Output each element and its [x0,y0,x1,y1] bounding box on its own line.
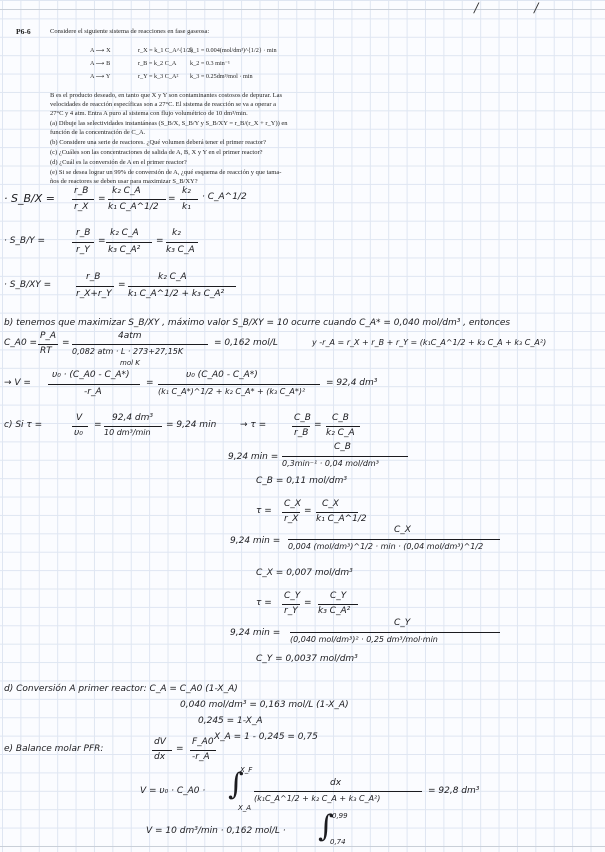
frac-den: RT [40,346,52,356]
sel-bx-lhs: · S_B/X = [4,192,55,205]
pfr-volume-result: = 92,8 dm³ [428,786,480,796]
equals: = [62,338,70,348]
frac-num: C_Y [284,591,301,601]
frac-num: υ₀ · (C_A0 - C_A*) [52,370,130,380]
equals: = [304,506,312,516]
frac-num: k₂ C_A [112,186,141,196]
reaction-k: k_3 = 0.25dm³/mol · min [190,73,253,80]
part-d-line: 0,040 mol/dm³ = 0,163 mol/L (1-X_A) [180,700,349,710]
eq-lhs: 9,24 min = [230,536,281,546]
frac-den: 0,3min⁻¹ · 0,04 mol/dm³ [282,459,379,468]
integral-lower-limit: X_A [238,804,252,812]
pfr-volume-calc: V = 10 dm³/min · 0,162 mol/L · [146,826,286,836]
tau-lhs: c) Si τ = [4,420,43,430]
frac-den: (k₁ C_A*)^1/2 + k₂ C_A* + (k₃ C_A*)² [158,387,306,396]
frac-num: υ₀ (C_A0 - C_A*) [186,370,258,380]
equals: = [314,420,322,430]
frac-num: C_B [294,413,311,423]
frac-den: k₁ C_A^1/2 [316,514,367,524]
problem-id: P6-6 [16,27,31,36]
volume-result: = 92,4 dm³ [326,378,378,388]
equals: = [304,598,312,608]
cb-result: C_B = 0,11 mol/dm³ [256,476,348,486]
part-b-line: b) tenemos que maximizar S_B/XY , máximo valor S_B/XY = 10 ocurre cuando C_A* = 0,040 mol/dm³ , entonces [4,318,511,328]
equals: = [98,236,106,246]
frac-num: k₂ [182,186,191,196]
reaction-eq: A ⟶ Y [90,73,111,80]
reaction-eq: A ⟶ X [90,47,111,54]
frac-den: k₁ [182,202,191,212]
question-item: (e) Si se desea lograr un 99% de conversión de A, ¿qué esquema de reacción y que tama- [50,169,282,176]
frac-den-unit: mol K [120,359,140,367]
frac-den: 0,082 atm · L · 273+27,15K [72,347,184,356]
frac-num: k₂ [172,228,181,238]
frac-den: r_Y [284,606,298,616]
frac-den: dx [154,752,166,762]
frac-num: k₂ C_A [110,228,139,238]
frac-num: k₂ C_A [158,272,187,282]
frac-num: 92,4 dm³ [112,413,153,423]
frac-den: 10 dm³/min [104,428,151,437]
frac-num: r_B [76,228,91,238]
frac-num: dV [154,737,166,747]
cx-result: C_X = 0,007 mol/dm³ [256,568,353,578]
equals: = [94,420,102,430]
integral-upper-limit: X_F [240,766,253,774]
question-item: ños de reactores se deben usar para maximizar S_B/XY? [50,178,198,185]
frac-den: k₃ C_A² [318,606,351,616]
sel-by-lhs: · S_B/Y = [4,236,46,246]
frac-den: k₃ C_A² [108,245,141,255]
integral-sign: ∫ [228,767,244,802]
question-item: (c) ¿Cuáles son las concentraciones de salida de A, B, X y Y en el primer reactor? [50,149,263,156]
volume-lhs: → V = [4,378,31,388]
frac-num: dx [330,778,342,788]
frac-num: C_Y [330,591,347,601]
equals: = [168,194,176,204]
frac-den: r_X [284,514,299,524]
frac-num: C_Y [394,618,411,628]
problem-intro: Considere el siguiente sistema de reacciones en fase gaseosa: [50,28,210,35]
frac-den: k₂ C_A [326,428,355,438]
eq-lhs: 9,24 min = [228,452,279,462]
top-mark: / [532,1,540,16]
top-rule [0,9,605,10]
reaction-rate: r_Y = k_3 C_A² [138,73,179,80]
frac-den: r_X+r_Y [76,289,112,299]
equals: = [156,236,164,246]
part-d-line: X_A = 1 - 0,245 = 0,75 [214,732,318,742]
frac-den: r_B [294,428,309,438]
frac-num: C_B [334,442,351,452]
term: · C_A^1/2 [202,192,247,202]
equals: = [98,194,106,204]
equals: = [146,378,154,388]
frac-den: (k₁C_A^1/2 + k₂ C_A + k₃ C_A²) [254,794,381,803]
paragraph-line: B es el producto deseado, en tanto que X y Y son contaminantes costosos de depurar. Las [50,92,283,99]
integral-lower-limit: 0,74 [330,838,346,846]
rate-expression: y -r_A = r_X + r_B + r_Y = (k₁C_A^1/2 + k₂ C_A + k₃ C_A²) [312,338,547,347]
frac-num: F_A0 [192,737,214,747]
frac-num: V [76,413,83,423]
frac-den: υ₀ [74,428,83,438]
frac-den: 0,004 (mol/dm³)^1/2 · min · (0,04 mol/dm³)^1/2 [288,542,484,551]
frac-den: k₃ C_A [166,245,195,255]
equals: = [118,280,126,290]
part-d-line: 0,245 = 1-X_A [198,716,263,726]
part-d-line: d) Conversión A primer reactor: C_A = C_A0 (1-X_A) [4,684,238,694]
frac-num: C_X [322,499,339,509]
frac-den: (0,040 mol/dm³)² · 0,25 dm³/mol·min [290,635,438,644]
tau-arrow: → τ = [240,420,267,430]
frac-num: r_B [86,272,101,282]
frac-den: k₁ C_A^1/2 [108,202,159,212]
frac-den: -r_A [84,387,102,397]
frac-den: r_X [74,202,89,212]
bottom-rule [0,846,605,847]
question-item: función de la concentración de C_A. [50,129,146,136]
reaction-k: k_2 = 0.3 min⁻¹ [190,60,230,67]
pfr-volume-lhs: V = υ₀ · C_A0 · [140,786,206,796]
question-item: (d) ¿Cuál es la conversión de A en el primer reactor? [50,159,187,166]
tau-lhs: τ = [256,506,272,516]
frac-num: P_A [40,331,57,341]
frac-den: r_Y [76,245,90,255]
question-item: (b) Considere una serie de reactores. ¿Qué volumen deberá tener el primer reactor? [50,139,267,146]
tau-lhs: τ = [256,598,272,608]
reaction-rate: r_X = k_1 C_A^{1/2} [138,47,194,54]
frac-num: C_B [332,413,349,423]
top-mark: / [472,1,480,16]
reaction-rate: r_B = k_2 C_A [138,60,177,67]
integral-sign: ∫ [318,809,334,844]
sel-bxy-lhs: · S_B/XY = [4,280,52,290]
tau-value: = 9,24 min [166,420,217,430]
ca0-lhs: C_A0 = [4,338,38,348]
frac-num: 4atm [118,331,142,341]
cy-result: C_Y = 0,0037 mol/dm³ [256,654,358,664]
frac-den: k₁ C_A^1/2 + k₃ C_A² [128,289,225,299]
paragraph-line: velocidades de reacción específicas son a 27°C. El sistema de reacción se va a operar a [50,101,277,108]
equals: = [176,744,184,754]
integral-upper-limit: 0,99 [332,812,348,820]
frac-num: C_X [284,499,301,509]
question-item: (a) Dibuje las selectividades instantáneas (S_B/X, S_B/Y y S_B/XY = r_B/(r_X + r_Y)) en [50,120,288,127]
paragraph-line: 27°C y 4 atm. Entra A puro al sistema con flujo volumétrico de 10 dm³/min. [50,110,248,117]
frac-num: C_X [394,525,411,535]
reaction-k: k_1 = 0.004(mol/dm³)^{1/2} · min [190,47,277,54]
frac-num: r_B [74,186,89,196]
reaction-eq: A ⟶ B [90,60,111,67]
eq-lhs: 9,24 min = [230,628,281,638]
frac-den: -r_A [192,752,210,762]
ca0-result: = 0,162 mol/L [214,338,278,348]
part-e-line: e) Balance molar PFR: [4,744,104,754]
